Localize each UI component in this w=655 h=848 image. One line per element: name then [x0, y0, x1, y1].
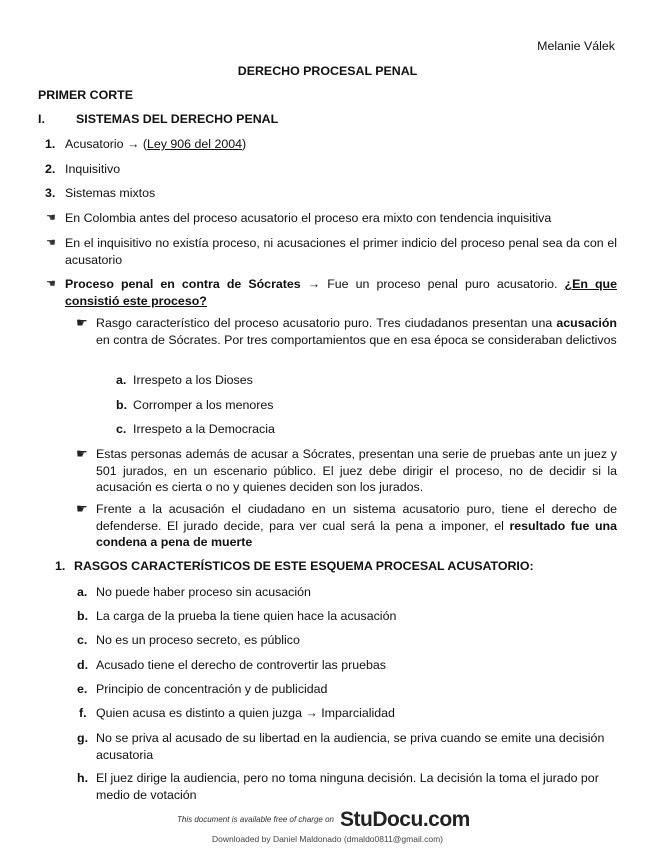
- trait-letter: a.: [77, 585, 88, 599]
- logo-part: .com: [422, 807, 470, 831]
- plain-text: Rasgo característico del proceso acusatorio puro. Tres ciudadanos presentan una: [96, 316, 557, 330]
- studocu-logo[interactable]: [339, 807, 470, 831]
- pointing-finger-icon: ☛: [76, 446, 88, 461]
- sub-bullet-text: Estas personas además de acusar a Sócrates, presentan una serie de pruebas ante un juez y 501 jurados, en un escenario público. El juez debe dirigir el proceso, no de decidir si la acusación es cierta o no y quienes deciden son los jurados.: [96, 447, 617, 494]
- author-name: Melanie Válek: [537, 39, 615, 53]
- trait-letter: d.: [77, 658, 89, 672]
- charge-item: Corromper a los menores: [133, 398, 274, 412]
- charge-item: Irrespeto a los Dioses: [133, 373, 253, 387]
- section-heading: PRIMER CORTE: [38, 88, 133, 102]
- trait-item: El juez dirige la audiencia, pero no toma ninguna decisión. La decisión la toma el jurado por medio de votación: [96, 771, 599, 802]
- pointing-finger-icon: ☛: [76, 501, 88, 516]
- trait-item: No puede haber proceso sin acusación: [96, 585, 311, 599]
- document-title: DERECHO PROCESAL PENAL: [237, 64, 418, 78]
- trait-item: La carga de la prueba la tiene quien hace la acusación: [96, 609, 397, 623]
- trait-letter: g.: [77, 731, 89, 745]
- availability-text: This document is available free of charge on: [177, 814, 334, 824]
- charge-letter: c.: [116, 422, 127, 436]
- plain-text: Frente a la acusación el ciudadano en un sistema acusatorio puro, tiene el derecho de defenderse. El jurado decide, para ver cual será la pena a imponer, el: [96, 502, 617, 533]
- list-item: [65, 136, 246, 153]
- trait-item: No es un proceso secreto, es público: [96, 633, 300, 647]
- sub-bullet-text: [96, 315, 617, 348]
- question-text: ¿En que consistió este proceso?: [65, 277, 618, 308]
- logo-part: Stu: [339, 807, 373, 831]
- bold-text: acusación: [556, 316, 617, 330]
- trait-letter: c.: [77, 633, 88, 647]
- plain-text: en contra de Sócrates. Por tres comportamientos que en esa época se consideraban delictivos: [96, 332, 617, 347]
- bullet-text: En el inquisitivo no existía proceso, ni acusaciones el primer indicio del proceso penal sea da con el acusatorio: [65, 236, 617, 267]
- charge-letter: a.: [116, 373, 127, 387]
- charge-item: Irrespeto a la Democracia: [133, 422, 275, 436]
- studocu-banner[interactable]: [177, 807, 470, 833]
- list-text: Acusatorio → (: [65, 137, 147, 151]
- part-number: I.: [38, 112, 45, 126]
- list-text: ): [242, 137, 247, 151]
- section-number: 1.: [55, 559, 66, 573]
- trait-letter: b.: [77, 609, 89, 623]
- list-number: 2.: [45, 162, 56, 176]
- list-item: Inquisitivo: [65, 162, 121, 176]
- trait-item: Acusado tiene el derecho de controvertir las pruebas: [96, 658, 386, 672]
- bold-text: Proceso penal en contra de Sócrates: [65, 277, 301, 291]
- trait-item: Quien acusa es distinto a quien juzga → Imparcialidad: [96, 706, 395, 720]
- trait-letter: h.: [77, 771, 89, 785]
- bold-text: resultado fue una condena a pena de muerte: [96, 518, 617, 549]
- hand-pointer-icon: ☚: [46, 278, 56, 290]
- sub-bullet-text: [96, 501, 617, 551]
- bullet-text: [65, 276, 617, 309]
- download-note: Downloaded by Daniel Maldonado (dmaldo0811@gmail.com): [211, 834, 443, 844]
- list-number: 1.: [45, 137, 56, 151]
- pointing-finger-icon: ☛: [76, 315, 88, 330]
- trait-letter: e.: [77, 682, 88, 696]
- trait-item: No se priva al acusado de su libertad en la audiencia, se priva cuando se emite una decisión acusatoria: [96, 731, 605, 762]
- section-title: RASGOS CARACTERÍSTICOS DE ESTE ESQUEMA PROCESAL ACUSATORIO:: [74, 559, 534, 573]
- hand-pointer-icon: ☚: [46, 237, 56, 249]
- law-link[interactable]: Ley 906 del 2004: [146, 137, 243, 151]
- list-number: 3.: [45, 186, 56, 200]
- trait-letter: f.: [79, 706, 87, 720]
- plain-text: → Fue un proceso penal puro acusatorio.: [300, 277, 565, 291]
- charge-letter: b.: [116, 398, 128, 412]
- logo-part: Docu: [372, 807, 423, 831]
- list-item: Sistemas mixtos: [65, 186, 156, 200]
- hand-pointer-icon: ☚: [46, 212, 56, 224]
- bullet-text: En Colombia antes del proceso acusatorio el proceso era mixto con tendencia inquisitiva: [65, 211, 552, 225]
- part-title: SISTEMAS DEL DERECHO PENAL: [76, 112, 279, 126]
- trait-item: Principio de concentración y de publicidad: [96, 682, 328, 696]
